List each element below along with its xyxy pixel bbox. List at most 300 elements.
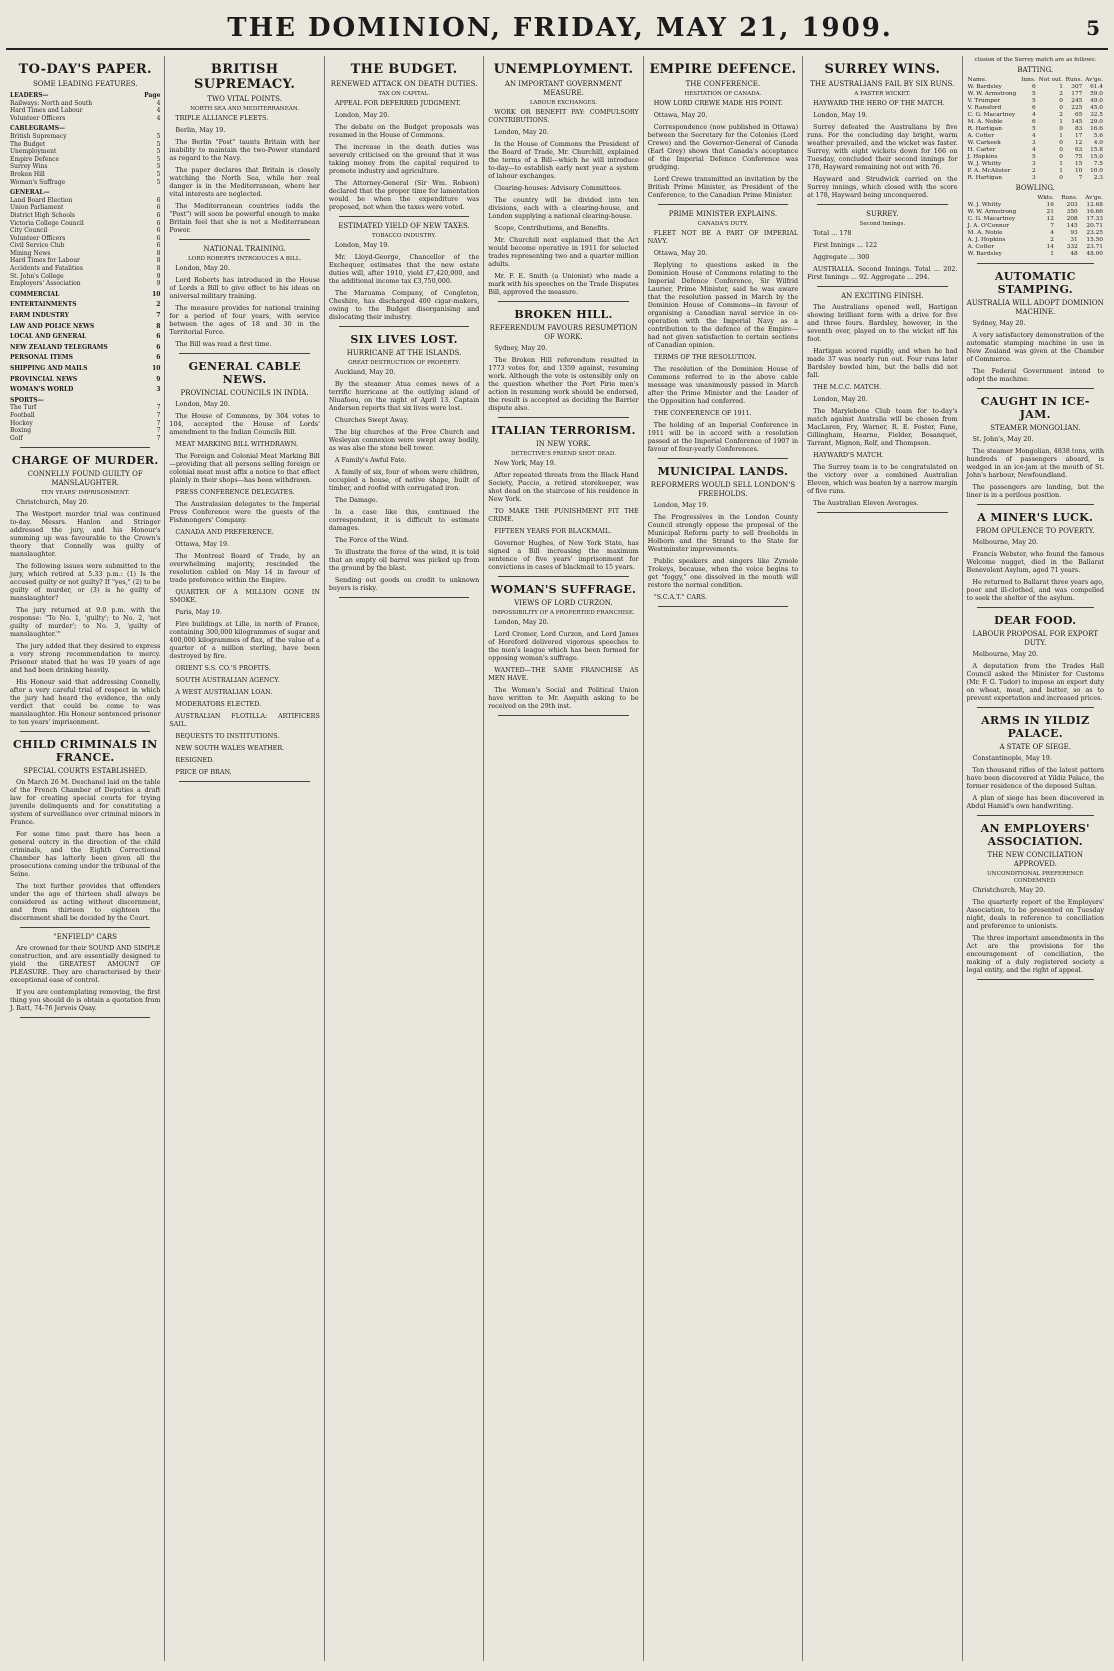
table-cell: 307 (1071, 84, 1083, 90)
table-cell: 1 (1059, 84, 1063, 90)
table-cell: 2 (1059, 91, 1063, 97)
index-page: 7 (156, 427, 161, 435)
index-page: 5 (156, 132, 161, 140)
article-paragraph: Mr. F. E. Smith (a Unionist) who made a mark with his speeches on the Trade Disputes Bill, approved the measure. (488, 272, 639, 296)
article-paragraph: QUARTER OF A MILLION GONE IN SMOKE. (169, 588, 320, 604)
article-paragraph: Hayward and Strudwick carried on the Surrey innings, which closed with the score at 178, Hayward being unconquered. (807, 175, 958, 199)
article-paragraph: Lord Roberts has introduced in the House of Lords a Bill to give effect to his ideas on universal military training. (169, 276, 320, 300)
article-paragraph: The Foreign and Colonial Meat Marking Bill—providing that all persons selling foreign or colonial meat must affix a notice to that effect plainly in their shops—has been withdrawn. (169, 452, 320, 484)
article-paragraph: Christchurch, May 20. (16, 498, 89, 507)
article-paragraph: The country will be divided into ten divisions, each with a clearing-house, and London supplying a national clearing-house. (488, 196, 639, 220)
article-paragraph: CANADA AND PREFERENCE. (175, 528, 274, 536)
divider (20, 731, 150, 732)
article-paragraph: FIFTEEN YEARS FOR BLACKMAIL. (494, 527, 612, 535)
index-group-title: FARM INDUSTRY (10, 312, 69, 320)
table-cell: 1 (1059, 133, 1063, 139)
index-item (10, 156, 160, 164)
index-item (10, 212, 160, 220)
table-header-row (967, 195, 1104, 202)
article-paragraph: He returned to Ballarat three years ago, poor and ill-clothed, and was compelled to seek the shelter of the asylum. (966, 578, 1104, 602)
table-row (967, 105, 1104, 112)
table-cell: 31 (1070, 237, 1078, 243)
index-group-title: ENTERTAINMENTS (10, 301, 77, 309)
index-page: Page (144, 92, 161, 99)
index-page: 6 (156, 242, 161, 250)
index-page: 7 (156, 411, 161, 419)
divider (817, 204, 947, 205)
index-item (10, 257, 160, 265)
article-paragraph: A very satisfactory demonstration of the automatic stamping machine in use in New Zealand was given at the Chamber of Commerce. (966, 331, 1104, 363)
article-heading: CAUGHT IN ICE-JAM. (980, 395, 1090, 421)
article-paragraph: To illustrate the force of the wind, it is told that an empty oil barrel was picked up from the ground by the blast. (328, 548, 480, 572)
index-group (10, 291, 160, 299)
table-row (967, 140, 1104, 147)
divider (339, 597, 469, 598)
table-row (967, 98, 1104, 105)
table-cell: 208 (1066, 216, 1078, 222)
table-cell: 6 (1031, 119, 1036, 125)
divider (977, 607, 1094, 608)
index-item-label: Football (10, 411, 35, 419)
article-paragraph: The quarterly report of the Employers' Association, to be presented on Tuesday night, deals in reference to conciliation and preference to unionists. (966, 898, 1104, 930)
table-cell: W. J. Whitty (967, 161, 1002, 167)
article-paragraph: WORK OR BENEFIT PAY: COMPULSORY CONTRIBUTIONS. (488, 108, 639, 124)
index-group-title: SPORTS— (10, 396, 44, 404)
table-cell: 12 (1046, 216, 1054, 222)
table-cell: 49.0 (1090, 98, 1103, 104)
table-title: BATTING. (1017, 66, 1054, 74)
article-subheading: CONNELLY FOUND GUILTY OF MANSLAUGHTER. (27, 470, 143, 488)
table-cell: 1 (1059, 168, 1063, 174)
index-item-label: Empire Defence (10, 155, 60, 163)
article-paragraph: RESIGNED. (175, 756, 215, 764)
article-paragraph: Berlin, May 19. (175, 126, 226, 134)
article-subheading: NATIONAL TRAINING. (203, 245, 286, 253)
table-cell: 0 (1059, 98, 1063, 104)
table-cell: J. A. O'Connor (967, 223, 1009, 229)
article-subheading: AUSTRALIA WILL ADOPT DOMINION MACHINE. (966, 299, 1104, 316)
table-row (967, 161, 1104, 168)
article-paragraph: MEAT MARKING BILL WITHDRAWN. (175, 440, 298, 448)
article-subheading: HURRICANE AT THE ISLANDS. (346, 349, 462, 357)
article-paragraph: In the House of Commons the President of the Board of Trade, Mr. Churchill, explained the terms of a Bill—which he will introduce to-day—to establish early next year a system of labour exchanges. (488, 140, 639, 180)
article-heading: AUTOMATIC STAMPING. (994, 270, 1076, 296)
table-header: Wkts. (1037, 195, 1054, 201)
article-heading: BROKEN HILL. (514, 308, 613, 321)
article-subheading: A STATE OF SIEGE. (999, 743, 1071, 751)
article-subheading: REFERENDUM FAVOURS RESUMPTION OF WORK. (489, 324, 638, 341)
index-item-label: Golf (10, 434, 23, 442)
article-paragraph: Fire buildings at Lille, in north of France, containing 300,000 kilogrammes of sugar and 400,000 kilogrammes of flax, of the value of a quarter of a million sterling, have been destroyed by fire. (169, 620, 320, 660)
article-paragraph: Ottawa, May 19. (175, 540, 230, 548)
table-cell: 10 (1074, 168, 1083, 174)
contents-index (10, 92, 160, 442)
table-cell: 16 (1046, 202, 1054, 208)
index-page: 5 (156, 163, 161, 171)
index-group-title: PERSONAL ITEMS (10, 354, 73, 362)
column-7 (803, 56, 962, 1661)
table-cell: 2 (1050, 237, 1054, 243)
article-paragraph: After repeated threats from the Black Hand Society, Puccio, a retired storekeeper, was shot dead on the staircase of his residence in New York. (488, 471, 639, 503)
article-paragraph: BEQUESTS TO INSTITUTIONS. (175, 732, 280, 740)
article-paragraph: Ten thousand rifles of the latest pattern have been discovered at Yildiz Palace, the former residence of the deposed Sultan. (966, 766, 1104, 790)
index-page: 7 (156, 419, 161, 427)
article-paragraph: TERMS OF THE RESOLUTION. (653, 353, 757, 361)
divider (977, 263, 1094, 264)
article-paragraph: London, May 20. (813, 395, 868, 403)
article-paragraph: The jury returned at 9.0 p.m. with the response: "To No. 1, 'guilty'; to No. 2, 'not guilty of murder'; to No. 3, 'guilty of manslaughter.'" (10, 606, 161, 639)
divider (977, 388, 1094, 389)
table-cell: 63 (1074, 147, 1083, 153)
index-group (10, 333, 160, 341)
column-5 (644, 56, 803, 1661)
article-paragraph: The Marylebone Club team for to-day's match against Australia will be chosen from MacLaren, Fry, Warner, R. E. Foster, Fane, Gillingham, Hearne, Fielder, Bosanquet, Tarrant, Mignon, Relf, and Thompson. (807, 407, 958, 447)
table-row (967, 202, 1104, 209)
index-page: 7 (156, 404, 161, 412)
article-heading: UNEMPLOYMENT. (493, 62, 634, 77)
article-kicker: LABOUR EXCHANGES. (529, 100, 598, 106)
index-group (10, 397, 160, 405)
table-row (967, 119, 1104, 126)
index-item-label: District High Schools (10, 211, 76, 219)
article-paragraph: A plan of siege has been discovered in Abdul Hamid's own handwriting. (966, 794, 1104, 810)
article-subheading: ESTIMATED YIELD OF NEW TAXES. (338, 222, 470, 230)
index-item (10, 427, 160, 435)
article-kicker: clusion of the Surrey match are as follows: (974, 57, 1097, 63)
table-cell: 12 (1074, 140, 1083, 146)
article-subheading: THE NEW CONCILIATION APPROVED. (987, 851, 1084, 868)
article-paragraph: For some time past there has been a general outcry in the direction of the child criminals, and the Eighth Correctional Chamber has latterly been given all the prosecutions coming under the tribunal of the Seine. (10, 830, 161, 879)
divider (977, 815, 1094, 816)
article-subheading: SOME LEADING FEATURES. (32, 80, 138, 88)
article-paragraph: Paris, May 19. (175, 608, 222, 616)
index-item-label: Union Parliament (10, 204, 64, 212)
index-page: 6 (156, 343, 161, 351)
article-paragraph: London, May 20. (175, 400, 230, 408)
column-8 (963, 56, 1108, 1661)
article-paragraph: The Federal Government intend to adopt the machine. (966, 367, 1104, 383)
table-cell: 15.0 (1090, 154, 1103, 160)
article-paragraph: Lord Crewe transmitted an invitation by the British Prime Minister, as President of the Conference, to the Canadian Prime Minister. (647, 175, 799, 199)
article-heading: SURREY WINS. (824, 62, 941, 77)
article-paragraph: Lord Cromer, Lord Curzon, and Lord James of Hereford delivered vigorous speeches to the men's league which has been formed for opposing woman's suffrage. (488, 630, 639, 662)
divider (179, 781, 309, 782)
article-paragraph: The Damage. (334, 496, 378, 504)
article-subheading: RENEWED ATTACK ON DEATH DUTIES. (330, 80, 478, 88)
index-group-title: WOMAN'S WORLD (10, 386, 74, 394)
index-page: 8 (156, 265, 161, 273)
table-cell: 7 (1078, 175, 1083, 181)
article-kicker: GREAT DESTRUCTION OF PROPERTY. (348, 360, 460, 366)
article-paragraph: The Surrey team is to be congratulated on the victory over a combined Australian Eleven, which was beaten by a narrow margin of five runs. (807, 463, 958, 495)
article-kicker: NORTH SEA AND MEDITERRANEAN. (190, 106, 300, 112)
index-item (10, 420, 160, 428)
article-paragraph: WANTED—THE SAME FRANCHISE AS MEN HAVE. (488, 666, 639, 682)
index-item-label: The Budget (10, 140, 46, 148)
index-page: 6 (156, 219, 161, 227)
article-subheading: AN EXCITING FINISH. (841, 292, 924, 300)
table-cell: 4.0 (1093, 140, 1103, 146)
index-item-label: City Council (10, 227, 48, 235)
table-title: BOWLING. (1015, 184, 1055, 192)
article-paragraph: London, May 19. (653, 501, 709, 509)
article-paragraph: Sydney, May 20. (494, 344, 548, 352)
columns (6, 56, 1108, 1661)
index-item (10, 133, 160, 141)
index-page: 6 (156, 354, 161, 362)
index-group (10, 344, 160, 352)
index-item (10, 235, 160, 243)
index-page: 5 (156, 178, 161, 186)
table-cell: 1 (1059, 161, 1063, 167)
table-cell: C. G. Macartney (967, 112, 1016, 118)
index-item (10, 404, 160, 412)
index-group (10, 92, 160, 100)
index-item-label: Surrey Wins (10, 163, 48, 171)
index-item-label: Unemployment (10, 148, 57, 156)
divider (977, 707, 1094, 708)
divider (977, 979, 1094, 980)
article-paragraph: A Family's Awful Fate. (334, 456, 407, 464)
divider (179, 353, 309, 354)
article-paragraph: The steamer Mongolian, 4838 tons, with hundreds of passengers aboard, is wedged in an ice-jam at the mouth of St. John's harbour, Newfoundland. (966, 447, 1104, 479)
index-item (10, 242, 160, 250)
page-number: 5 (1086, 16, 1100, 40)
article-paragraph: Total ... 178 (813, 229, 852, 237)
table-cell: 0 (1059, 154, 1063, 160)
article-paragraph: Auckland, May 20. (334, 368, 396, 376)
table-cell: 2 (1031, 168, 1036, 174)
article-paragraph: AUSTRALIA. Second Innings. Total ... 202. First Innings ... 92. Aggregate ... 294. (807, 265, 958, 281)
table-row (967, 223, 1104, 230)
index-page: 10 (152, 365, 161, 372)
index-item (10, 197, 160, 205)
table-cell: 7.5 (1093, 161, 1103, 167)
column-1 (6, 56, 165, 1661)
article-paragraph: TRIPLE ALLIANCE FLEETS. (175, 114, 269, 122)
article-paragraph: APPEAL FOR DEFERRED JUDGMENT. (334, 99, 461, 107)
table-cell: 4 (1031, 147, 1036, 153)
index-item-label: The Turf (10, 404, 37, 412)
index-item (10, 163, 160, 171)
index-page: 5 (156, 140, 161, 148)
article-subheading: VIEWS OF LORD CURZON. (514, 599, 613, 607)
article-kicker: CANADA'S DUTY. (697, 221, 749, 227)
article-paragraph: MODERATORS ELECTED. (175, 700, 262, 708)
article-paragraph: New York, May 19. (494, 459, 556, 467)
index-group-title: CABLEGRAMS— (10, 125, 66, 133)
index-item-label: Volunteer Officers (10, 114, 66, 122)
table-header: Name. (967, 77, 987, 83)
index-item-label: Civil Service Club (10, 242, 65, 250)
table-cell: 48.00 (1086, 251, 1103, 257)
divider (817, 286, 947, 287)
article-heading: DEAR FOOD. (994, 614, 1077, 627)
article-heading: A MINER'S LUCK. (977, 511, 1094, 524)
article-paragraph: The Montreal Board of Trade, by an overwhelming majority, rescinded the resolution cabled on May 14 in favour of trade preference within the Empire. (169, 552, 320, 584)
index-item-label: Volunteer Officers (10, 234, 66, 242)
table-row (967, 175, 1104, 182)
index-item (10, 265, 160, 273)
article-paragraph: The Bill was read a first time. (175, 340, 272, 348)
article-paragraph: A family of six, four of whom were children, occupied a house, of native shape, built of timber, and roofed with corrugated iron. (328, 468, 480, 492)
divider (339, 216, 469, 217)
index-item (10, 412, 160, 420)
table-cell: 6 (1031, 84, 1036, 90)
table-cell: 12.68 (1086, 202, 1103, 208)
index-page (158, 397, 160, 405)
article-paragraph: Clearing-houses: Advisory Committees. (494, 184, 622, 192)
index-item (10, 115, 160, 123)
table-cell: 10.0 (1090, 168, 1103, 174)
article-heading: AN EMPLOYERS' ASSOCIATION. (980, 822, 1090, 848)
article-paragraph: The resolution of the Dominion House of Commons referred to in the above cable message was unanimously passed in March after the Prime Minister and the Leader of the Opposition had conferred. (647, 365, 799, 405)
article-kicker: Second Innings. (859, 221, 906, 227)
index-group (10, 323, 160, 331)
index-page: 5 (156, 170, 161, 178)
index-group-title: SHIPPING AND MAILS (10, 365, 88, 372)
table-cell: 17.33 (1086, 216, 1103, 222)
table-cell: V. Ransford (967, 105, 1002, 111)
table-cell: 3 (1031, 140, 1036, 146)
article-paragraph: Correspondence (now published in Ottawa) between the Secretary for the Colonies (Lord Crewe) and the Governor-General of Canada (Earl Grey) shows that Canada's acceptance of the Imperial Defence Conference was grudging. (647, 123, 799, 171)
table-cell: 5 (1031, 126, 1036, 132)
table-cell: 145 (1066, 223, 1078, 229)
article-paragraph: London, May 20. (334, 111, 390, 119)
index-group (10, 301, 160, 309)
article-paragraph: If you are contemplating removing, the first thing you should do is obtain a quotation from J. Ratt, 74-76 Jervois Quay. (10, 988, 161, 1013)
article-subheading: FROM OPULENCE TO POVERTY. (975, 527, 1095, 535)
table-cell: A. Cotter (967, 133, 995, 139)
index-item-label: St. John's College (10, 272, 64, 280)
table-header: Runs. (1061, 195, 1078, 201)
article-paragraph: HAYWARD THE HERO OF THE MATCH. (813, 99, 945, 107)
table-cell: 5.6 (1093, 133, 1103, 139)
article-paragraph: In a case like this, continued the correspondent, it is difficult to estimate damages. (328, 508, 480, 532)
index-group-title: COMMERCIAL (10, 290, 60, 298)
article-paragraph: First Innings ... 122 (813, 241, 878, 249)
averages-table (967, 77, 1104, 182)
article-paragraph: Churches Swept Away. (334, 416, 409, 424)
table-cell: 5 (1031, 98, 1036, 104)
table-row (967, 112, 1104, 119)
averages-table (967, 195, 1104, 258)
article-paragraph: London, May 20. (494, 128, 549, 136)
article-paragraph: The text further provides that offenders under the age of thirteen shall always be considered as acting without discernment, and from thirteen to eighteen the discernment shall be decided by the Court. (10, 882, 161, 923)
index-page: 7 (156, 434, 161, 442)
index-page: 2 (156, 301, 161, 309)
article-paragraph: HAYWARD'S MATCH. (813, 451, 884, 459)
article-paragraph: PRICE OF BRAN. (175, 768, 232, 776)
table-cell: W. W. Armstrong (967, 91, 1017, 97)
table-cell: 61.4 (1090, 84, 1103, 90)
article-subheading: TWO VITAL POINTS. (207, 95, 282, 103)
article-paragraph: On March 26 M. Deschanel laid on the table of the French Chamber of Deputies a draft law for creating special courts for trying juvenile delinquents and for constituting a system of surveillance over criminal minors in France. (10, 778, 161, 827)
article-paragraph: THE M.C.C. MATCH. (813, 383, 882, 391)
table-header: Not out. (1038, 77, 1063, 83)
article-paragraph: Replying to questions asked in the Dominion House of Commons relating to the Imperial Defence Conference, Sir Wilfrid Laurier, Prime Minister, said he was aware that the resolution passed in March by the Dominion House of Commons—in favour of organising a Canadian naval service in co-operation with the Imperial Navy as a contribution to the defence of the Empire—had not given satisfaction to certain sections of Canadian opinion. (647, 261, 799, 349)
article-paragraph: TO MAKE THE PUNISHMENT FIT THE CRIME. (488, 507, 639, 523)
article-paragraph: "S.C.A.T." CARS. (653, 593, 707, 601)
index-item (10, 141, 160, 149)
article-heading: CHARGE OF MURDER. (11, 454, 159, 468)
table-cell: 16.66 (1086, 209, 1103, 215)
article-paragraph: London, May 19. (813, 111, 868, 119)
table-cell: P. A. McAlister (967, 168, 1011, 174)
article-heading: CHILD CRIMINALS IN FRANCE. (12, 738, 158, 765)
table-header: Av'ge. (1085, 77, 1103, 83)
table-cell: R. Hartigan (967, 126, 1002, 132)
index-page: 6 (156, 196, 161, 204)
index-group (10, 376, 160, 384)
article-heading: WOMAN'S SUFFRAGE. (490, 583, 637, 596)
table-cell: 2.3 (1093, 175, 1103, 181)
article-paragraph: London, May 20. (494, 618, 549, 626)
article-paragraph: His Honour said that addressing Connelly, after a very careful trial of respect in which the jury had heard the evidence, the only verdict that could be come to was manslaughter. His Honour sentenced prisoner to ten years' imprisonment. (10, 678, 161, 727)
table-cell: 21 (1046, 209, 1054, 215)
index-page: 6 (156, 234, 161, 242)
article-paragraph: The Mediterranean countries (adds the "Post") will soon be powerful enough to make Britain feel that she is not a Mediterranean Power. (169, 202, 320, 234)
article-paragraph: Melbourne, May 20. (972, 538, 1039, 546)
article-paragraph: Melbourne, May 20. (972, 650, 1039, 658)
table-cell: 93 (1070, 230, 1078, 236)
article-heading: GENERAL CABLE NEWS. (188, 360, 301, 386)
index-item-label: Land Board Election (10, 196, 73, 204)
index-item-label: Victoria College Council (10, 219, 84, 227)
article-paragraph: Constantinople, May 19. (972, 754, 1052, 762)
article-subheading: PRIME MINISTER EXPLAINS. (668, 210, 778, 218)
index-group-title: NEW ZEALAND TELEGRAMS (10, 343, 108, 351)
table-cell: 15.50 (1086, 237, 1103, 243)
article-paragraph: By the steamer Atua comes news of a terrific hurricane at the outlying island of Niuafoou, on the night of April 13. Captain Anderson reports that six lives were lost. (328, 380, 480, 412)
index-page: 4 (156, 99, 161, 107)
index-page: 8 (156, 322, 161, 330)
divider (498, 301, 628, 302)
table-cell: W. Bardsley (967, 251, 1002, 257)
article-paragraph: Mr. Churchill next explained that the Act would become operative in 1911 for selected trades representing two and a quarter million adults. (488, 236, 639, 268)
index-item-label: Mining News (10, 249, 51, 257)
table-cell: 177 (1071, 91, 1083, 97)
table-header (967, 195, 1032, 202)
table-cell: 1 (1059, 119, 1063, 125)
index-group (10, 189, 160, 197)
article-paragraph: The measure provides for national training for a period of four years, with service between the ages of 18 and 30 in the Territorial Force. (169, 304, 320, 336)
table-row (967, 91, 1104, 98)
index-item (10, 148, 160, 156)
article-paragraph: The holding of an Imperial Conference in 1911 will be in accord with a resolution passed at the Imperial Conference of 1907 in favour of four-yearly Conferences. (647, 421, 799, 453)
index-group-title: LOCAL AND GENERAL (10, 333, 87, 341)
index-group (10, 354, 160, 362)
table-cell: 4 (1031, 133, 1036, 139)
index-item-label: Accidents and Fatalities (10, 265, 83, 273)
table-cell: 23.25 (1086, 230, 1103, 236)
article-kicker: TAX ON CAPITAL. (378, 91, 430, 97)
index-page: 5 (156, 155, 161, 163)
table-row (967, 147, 1104, 154)
article-paragraph: Are crowned for their SOUND AND SIMPLE construction, and are essentially designed to yield the GREATEST AMOUNT OF PLEASURE. They are characterised by their exceptional ease of control. (10, 944, 161, 985)
article-paragraph: The Maruama Company, of Congleton, Cheshire, has discharged 400 cigar-makers, owing to the Budget disorganising and dislocating their industry. (328, 289, 480, 321)
table-cell: 0 (1059, 147, 1063, 153)
table-cell: 32.5 (1090, 112, 1103, 118)
table-row (967, 237, 1104, 244)
table-cell: 332 (1066, 244, 1078, 250)
index-page: 8 (156, 257, 161, 265)
index-group-title: PROVINCIAL NEWS (10, 375, 78, 383)
table-cell: 16.6 (1090, 126, 1103, 132)
article-heading: MUNICIPAL LANDS. (657, 465, 789, 478)
index-page: 5 (156, 148, 161, 156)
table-cell: 6 (1031, 105, 1036, 111)
